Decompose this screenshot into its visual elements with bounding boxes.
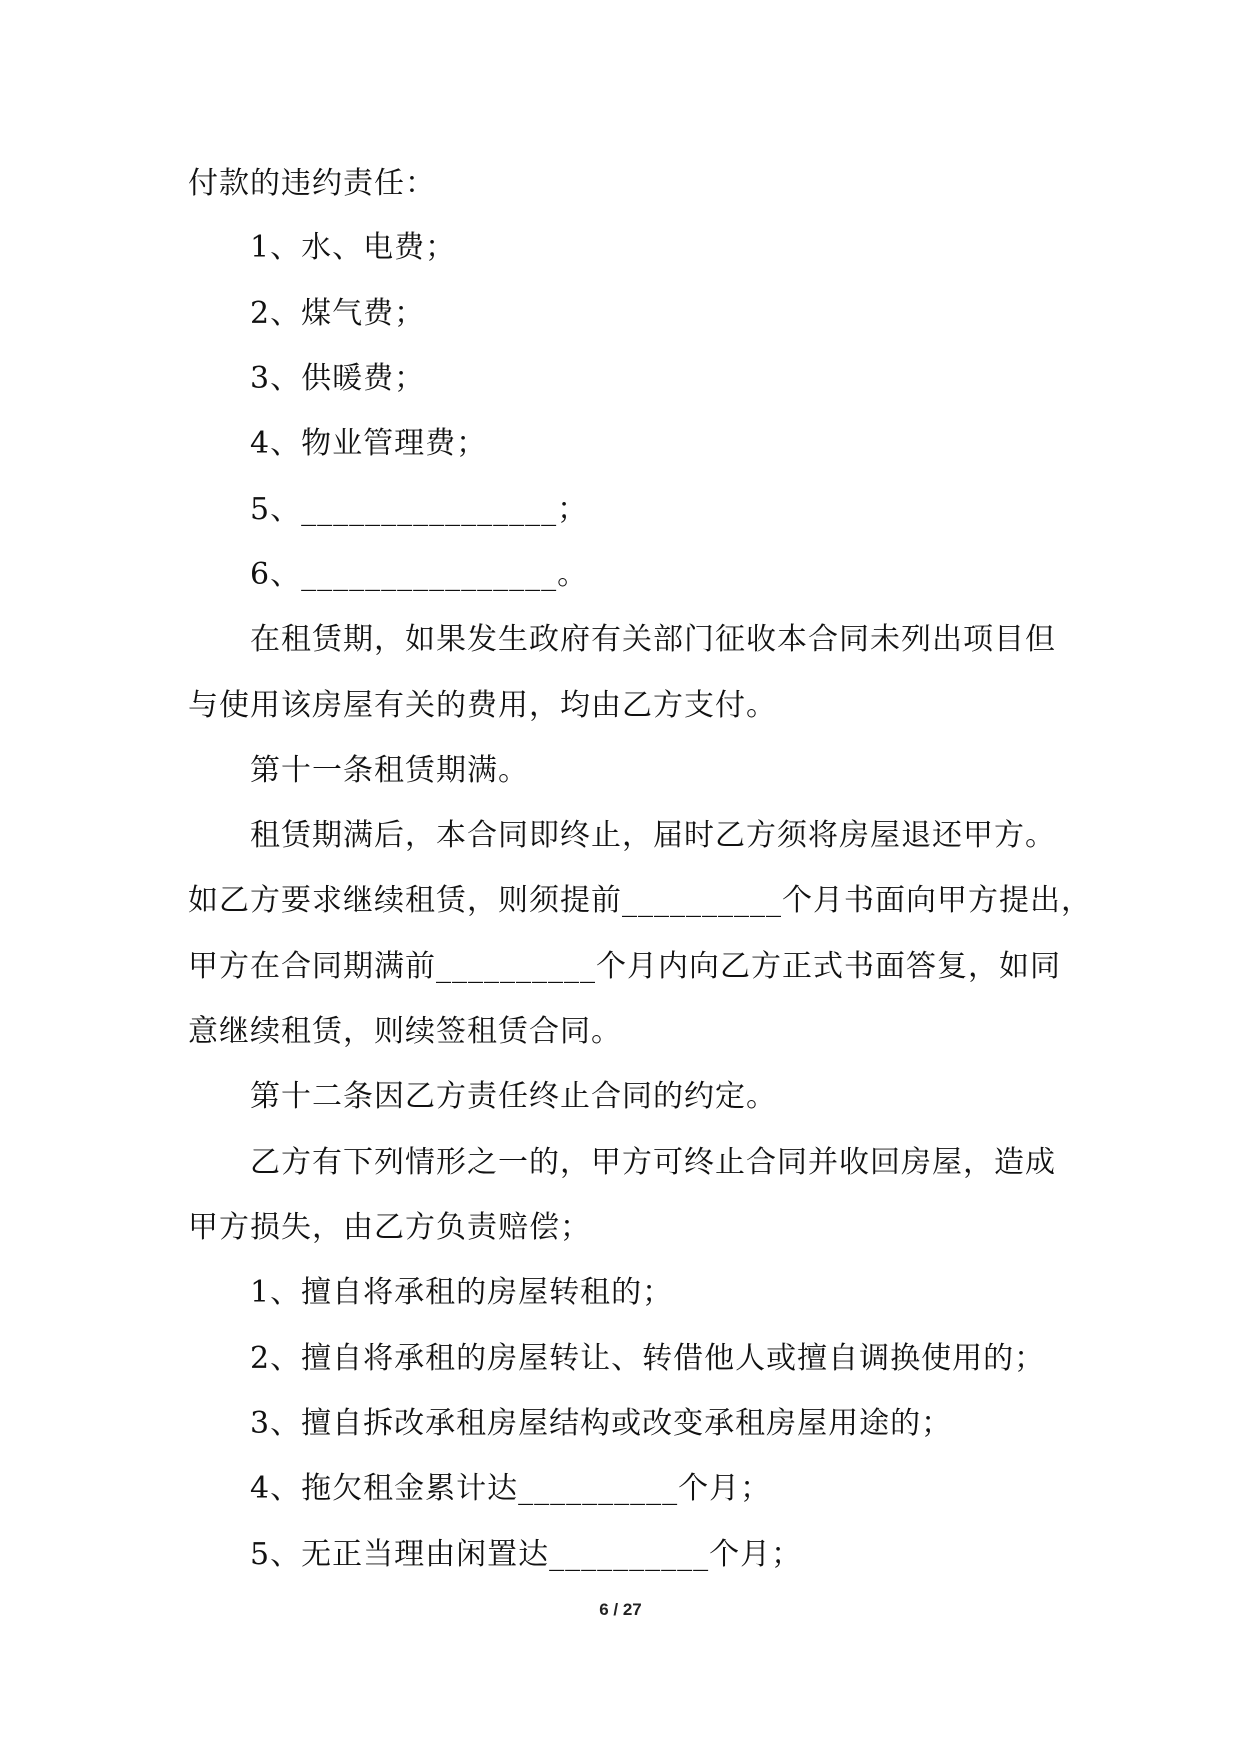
paragraph-line: 意继续租赁，则续签租赁合同。 [188,1014,622,1049]
list-item: 1、擅自将承租的房屋转租的； [250,1275,674,1310]
list-item: 1、水、电费； [250,230,457,265]
paragraph-line: 乙方有下列情形之一的，甲方可终止合同并收回房屋，造成 [250,1145,1056,1180]
section-heading: 第十一条租赁期满。 [250,753,529,788]
page-number: 6 / 27 [599,1600,642,1619]
list-item: 3、擅自拆改承租房屋结构或改变承租房屋用途的； [250,1406,953,1441]
list-item: 5、________________； [250,492,589,527]
text-line: 付款的违约责任： [188,166,436,201]
section-heading: 第十二条因乙方责任终止合同的约定。 [250,1079,777,1114]
list-item: 4、拖欠租金累计达__________个月； [250,1471,772,1506]
paragraph-line: 租赁期满后，本合同即终止，届时乙方须将房屋退还甲方。 [250,818,1056,853]
list-item: 4、物业管理费； [250,426,488,461]
paragraph-line: 如乙方要求继续租赁，则须提前__________个月书面向甲方提出， [188,883,1092,918]
list-item: 3、供暖费； [250,361,426,396]
list-item: 5、无正当理由闲置达__________个月； [250,1537,803,1572]
list-item: 2、煤气费； [250,296,426,331]
paragraph-line: 与使用该房屋有关的费用，均由乙方支付。 [188,688,777,723]
list-item: 6、________________。 [250,557,589,592]
paragraph-line: 甲方在合同期满前__________个月内向乙方正式书面答复，如同 [188,949,1061,984]
paragraph-line: 甲方损失，由乙方负责赔偿； [188,1210,591,1245]
list-item: 2、擅自将承租的房屋转让、转借他人或擅自调换使用的； [250,1341,1046,1376]
paragraph-line: 在租赁期，如果发生政府有关部门征收本合同未列出项目但 [250,622,1056,657]
